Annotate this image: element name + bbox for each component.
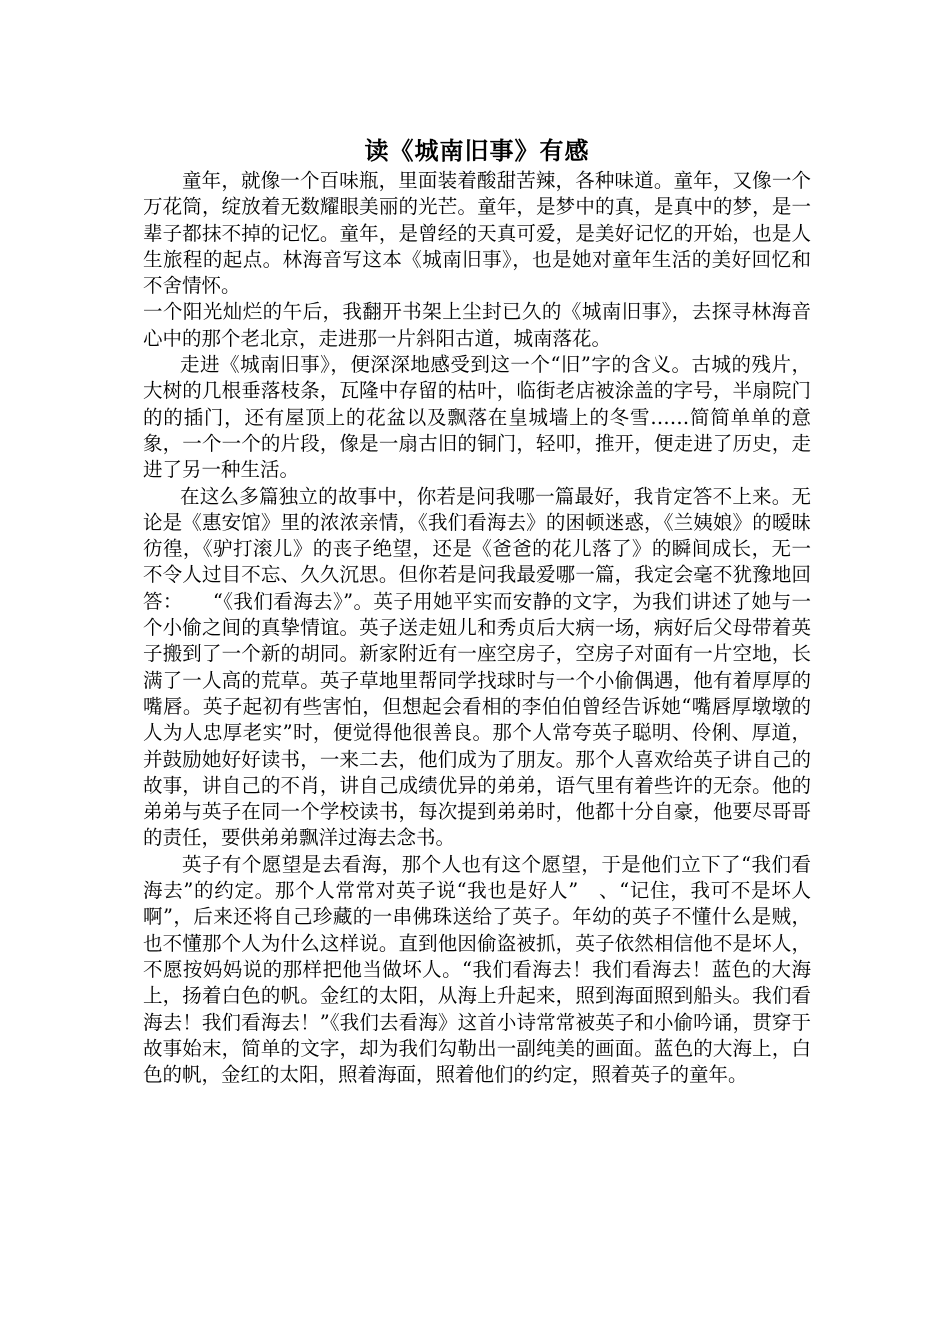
paragraph-4: 在这么多篇独立的故事中，你若是问我哪一篇最好，我肯定答不上来。无论是《惠安馆》里的浓浓亲情，《我们看海去》的困顿迷惑，《兰姨娘》的暧昧彷徨，《驴打滚儿》的丧子绝望，还是《爸爸的花儿落了》的瞬间成长，无一不令人过目不忘、久久沉思。但你若是问我最爱哪一篇，我定会毫不犹豫地回答： “《我们看海去》”。英子用她平实而安静的文字，为我们讲述了她与一个小偷之间的真挚情谊。英子送走妞儿和秀贞后大病一场，病好后父母带着英子搬到了一个新的胡同。新家附近有一座空房子，空房子对面有一片空地，长满了一人高的荒草。英子草地里帮同学找球时与一个小偷偶遇，他有着厚厚的嘴唇。英子起初有些害怕，但想起会看相的李伯伯曾经告诉她“嘴唇厚墩墩的人为人忠厚老实”时，便觉得他很善良。那个人常夸英子聪明、伶俐、厚道，并鼓励她好好读书，一来二去，他们成为了朋友。那个人喜欢给英子讲自己的故事，讲自己的不肖，讲自己成绩优异的弟弟，语气里有着些许的无奈。他的弟弟与英子在同一个学校读书，每次提到弟弟时，他都十分自豪，他要尽哥哥的责任，要供弟弟飘洋过海去念书。 xyxy=(143,484,811,850)
document-title: 读《城南旧事》有感 xyxy=(364,137,590,165)
paragraph-5: 英子有个愿望是去看海，那个人也有这个愿望，于是他们立下了“我们看海去”的约定。那个人常常对英子说“我也是好人” 、“记住，我可不是坏人啊”，后来还将自己珍藏的一串佛珠送给了英子。年幼的英子不懂什么是贼，也不懂那个人为什么这样说。直到他因偷盗被抓，英子依然相信他不是坏人，不愿按妈妈说的那样把他当做坏人。“我们看海去！我们看海去！蓝色的大海上，扬着白色的帆。金红的太阳，从海上升起来，照到海面照到船头。我们看海去！我们看海去！”《我们去看海》这首小诗常常被英子和小偷吟诵，贯穿于故事始末，简单的文字，却为我们勾勒出一副纯美的画面。蓝色的大海上，白色的帆，金红的太阳，照着海面，照着他们的约定，照着英子的童年。 xyxy=(143,852,811,1087)
paragraph-2: 一个阳光灿烂的午后，我翻开书架上尘封已久的《城南旧事》，去探寻林海音心中的那个老北京，走进那一片斜阳古道，城南落花。 xyxy=(143,300,811,350)
paragraph-3: 走进《城南旧事》，便深深地感受到这一个“旧”字的含义。古城的残片，大树的几根垂落枝条，瓦隆中存留的枯叶，临街老店被涂盖的字号，半扇院门的的插门，还有屋顶上的花盆以及飘落在皇城墙上的冬雪……简简单单的意象，一个一个的片段，像是一扇古旧的铜门，轻叩，推开，便走进了历史，走进了另一种生活。 xyxy=(143,353,811,482)
document-page xyxy=(143,134,811,1088)
paragraph-1: 童年，就像一个百味瓶，里面装着酸甜苦辣，各种味道。童年，又像一个万花筒，绽放着无数耀眼美丽的光芒。童年，是梦中的真，是真中的梦，是一辈子都抹不掉的记忆。童年，是曾经的天真可爱，是美好记忆的开始，也是人生旅程的起点。林海音写这本《城南旧事》，也是她对童年生活的美好回忆和不舍情怀。 xyxy=(143,169,811,298)
